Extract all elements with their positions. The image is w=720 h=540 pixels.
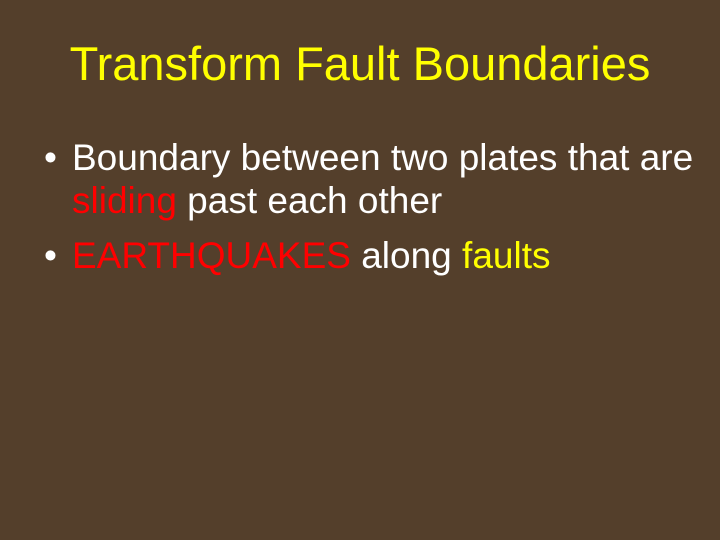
bullet-marker: • [44,137,57,178]
bullet-text-segment: past each other [176,180,443,221]
bullet-text-segment: along [350,235,463,276]
highlight-earthquakes: EARTHQUAKES [72,235,351,276]
bullet-text-segment: Boundary between two plates that are [72,137,694,178]
bullet-item-boundary [44,136,704,222]
bullet-marker: • [44,235,57,276]
highlight-faults: faults [462,235,551,276]
bullet-item-earthquakes [44,234,704,277]
slide-title: Transform Fault Boundaries [69,37,651,90]
highlight-sliding: sliding [72,180,177,221]
bullet-list [44,136,704,295]
